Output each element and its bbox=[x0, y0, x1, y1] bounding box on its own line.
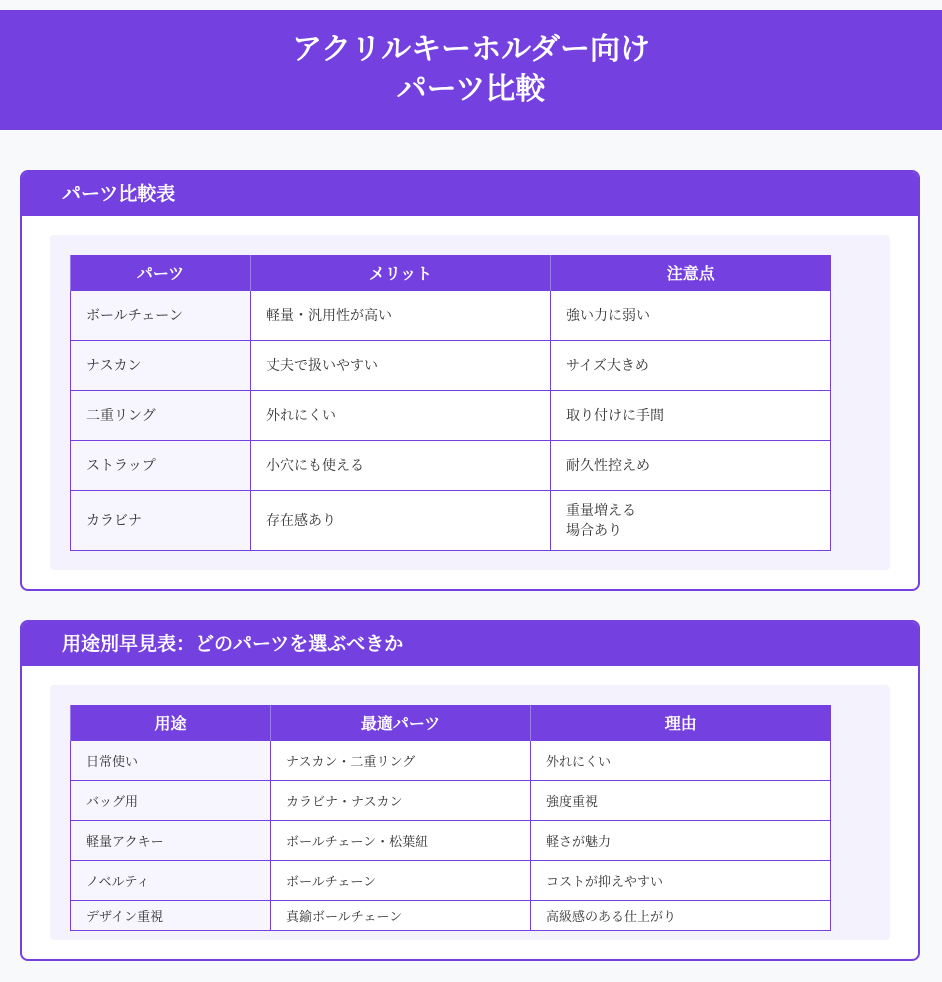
parts-comparison-card bbox=[20, 170, 920, 591]
page-title-line1: アクリルキーホルダー向け bbox=[292, 32, 650, 67]
reason-cell: 軽さが魅力 bbox=[531, 820, 831, 860]
table-panel bbox=[50, 685, 890, 940]
table-row bbox=[71, 490, 831, 550]
table-row bbox=[71, 290, 831, 340]
column-header: 最適パーツ bbox=[271, 705, 531, 740]
merit-cell: 小穴にも使える bbox=[251, 440, 551, 490]
usage-cell: バッグ用 bbox=[71, 780, 271, 820]
table-row bbox=[71, 820, 831, 860]
part-cell: ボールチェーン bbox=[71, 290, 251, 340]
caution-cell: 取り付けに手間 bbox=[551, 390, 831, 440]
caution-line: 重量増える bbox=[566, 503, 636, 519]
best-part-cell: ボールチェーン・松葉紐 bbox=[271, 820, 531, 860]
usage-guide-table bbox=[70, 705, 831, 931]
table-header-row bbox=[71, 255, 831, 290]
reason-cell: 強度重視 bbox=[531, 780, 831, 820]
table-row bbox=[71, 440, 831, 490]
column-header: パーツ bbox=[71, 255, 251, 290]
caution-cell: 耐久性控えめ bbox=[551, 440, 831, 490]
merit-cell: 存在感あり bbox=[251, 490, 551, 550]
best-part-cell: ボールチェーン bbox=[271, 860, 531, 900]
caution-cell: サイズ大きめ bbox=[551, 340, 831, 390]
part-cell: カラビナ bbox=[71, 490, 251, 550]
table-row bbox=[71, 340, 831, 390]
table-panel bbox=[50, 235, 890, 570]
column-header: 注意点 bbox=[551, 255, 831, 290]
best-part-cell: カラビナ・ナスカン bbox=[271, 780, 531, 820]
section-title: パーツ比較表 bbox=[22, 172, 918, 216]
table-row bbox=[71, 740, 831, 780]
usage-cell: ノベルティ bbox=[71, 860, 271, 900]
usage-cell: 日常使い bbox=[71, 740, 271, 780]
merit-cell: 外れにくい bbox=[251, 390, 551, 440]
best-part-cell: 真鍮ボールチェーン bbox=[271, 900, 531, 930]
page-title-line2: パーツ比較 bbox=[396, 72, 546, 107]
column-header: 用途 bbox=[71, 705, 271, 740]
caution-cell: 強い力に弱い bbox=[551, 290, 831, 340]
usage-cell: デザイン重視 bbox=[71, 900, 271, 930]
reason-cell: コストが抑えやすい bbox=[531, 860, 831, 900]
caution-cell bbox=[551, 490, 831, 550]
part-cell: 二重リング bbox=[71, 390, 251, 440]
reason-cell: 外れにくい bbox=[531, 740, 831, 780]
table-header-row bbox=[71, 705, 831, 740]
page-header bbox=[0, 10, 942, 130]
table-row bbox=[71, 900, 831, 930]
part-cell: ナスカン bbox=[71, 340, 251, 390]
part-cell: ストラップ bbox=[71, 440, 251, 490]
section-title: 用途別早見表：どのパーツを選ぶべきか bbox=[22, 622, 918, 666]
table-row bbox=[71, 780, 831, 820]
reason-cell: 高級感のある仕上がり bbox=[531, 900, 831, 930]
merit-cell: 丈夫で扱いやすい bbox=[251, 340, 551, 390]
usage-cell: 軽量アクキー bbox=[71, 820, 271, 860]
table-row bbox=[71, 390, 831, 440]
caution-line: 場合あり bbox=[566, 523, 622, 539]
best-part-cell: ナスカン・二重リング bbox=[271, 740, 531, 780]
column-header: 理由 bbox=[531, 705, 831, 740]
merit-cell: 軽量・汎用性が高い bbox=[251, 290, 551, 340]
parts-comparison-table bbox=[70, 255, 831, 551]
column-header: メリット bbox=[251, 255, 551, 290]
usage-guide-card bbox=[20, 620, 920, 961]
table-row bbox=[71, 860, 831, 900]
